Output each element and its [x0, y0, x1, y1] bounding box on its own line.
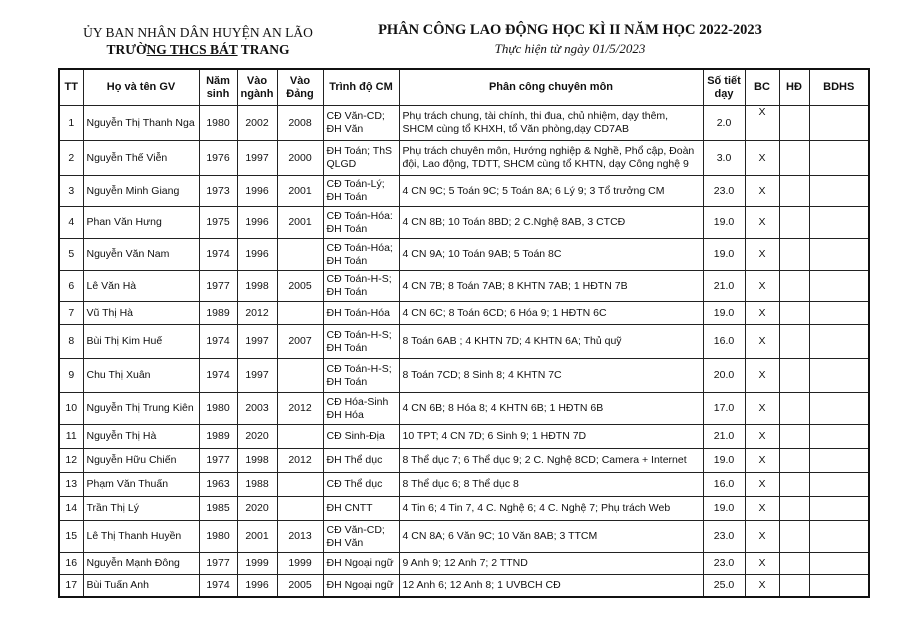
cell-assignment: 10 TPT; 4 CN 7D; 6 Sinh 9; 1 HĐTN 7D — [399, 425, 703, 449]
cell-teacher-name: Nguyễn Thị Hà — [83, 425, 199, 449]
cell-periods: 16.0 — [703, 325, 745, 359]
cell-bdhs — [809, 359, 869, 393]
cell-teacher-name: Phan Văn Hưng — [83, 207, 199, 239]
cell-teacher-name: Nguyễn Hữu Chiến — [83, 449, 199, 473]
cell-hd — [779, 207, 809, 239]
column-header-start-year: Vào ngành — [237, 69, 277, 106]
cell-bc: X — [745, 393, 779, 425]
cell-start-year: 1999 — [237, 553, 277, 575]
table-header-row — [59, 69, 869, 106]
cell-periods: 23.0 — [703, 553, 745, 575]
cell-bdhs — [809, 575, 869, 597]
cell-bc: X — [745, 239, 779, 271]
cell-party-year: 2007 — [277, 325, 323, 359]
cell-start-year: 1997 — [237, 141, 277, 176]
cell-teacher-name: Lê Văn Hà — [83, 271, 199, 302]
cell-teacher-name: Phạm Văn Thuấn — [83, 473, 199, 497]
cell-birth-year: 1989 — [199, 302, 237, 325]
table-row — [59, 553, 869, 575]
cell-qualification: ĐH Toán-Hóa — [323, 302, 399, 325]
table-row — [59, 302, 869, 325]
cell-bdhs — [809, 473, 869, 497]
cell-assignment: 8 Thể dục 6; 8 Thể dục 8 — [399, 473, 703, 497]
school-name-part: TRANG — [237, 42, 290, 57]
cell-assignment: 12 Anh 6; 12 Anh 8; 1 UVBCH CĐ — [399, 575, 703, 597]
column-header-bc: BC — [745, 69, 779, 106]
table-row — [59, 106, 869, 141]
cell-qualification: CĐ Thể dục — [323, 473, 399, 497]
cell-party-year: 2008 — [277, 106, 323, 141]
table-row — [59, 207, 869, 239]
cell-tt: 12 — [59, 449, 83, 473]
cell-hd — [779, 497, 809, 521]
cell-assignment: Phụ trách chung, tài chính, thi đua, chủ nhiệm, dạy thêm, SHCM cùng tổ KHXH, tổ Văn phòng,dạy CD7AB — [399, 106, 703, 141]
cell-tt: 6 — [59, 271, 83, 302]
cell-bc: X — [745, 497, 779, 521]
cell-periods: 2.0 — [703, 106, 745, 141]
column-header-periods: Số tiết dạy — [703, 69, 745, 106]
cell-start-year: 2020 — [237, 497, 277, 521]
cell-party-year: 2000 — [277, 141, 323, 176]
cell-assignment: 4 Tin 6; 4 Tin 7, 4 C. Nghệ 6; 4 C. Nghệ 7; Phụ trách Web — [399, 497, 703, 521]
cell-bdhs — [809, 141, 869, 176]
table-row — [59, 393, 869, 425]
cell-teacher-name: Trần Thị Lý — [83, 497, 199, 521]
authority-name: ỦY BAN NHÂN DÂN HUYỆN AN LÃO — [83, 25, 313, 40]
cell-bdhs — [809, 176, 869, 207]
cell-birth-year: 1974 — [199, 239, 237, 271]
cell-bc: X — [745, 359, 779, 393]
cell-periods: 21.0 — [703, 425, 745, 449]
cell-party-year: 2013 — [277, 521, 323, 553]
table-row — [59, 239, 869, 271]
cell-bdhs — [809, 553, 869, 575]
cell-bc: X — [745, 176, 779, 207]
cell-party-year — [277, 425, 323, 449]
cell-hd — [779, 575, 809, 597]
cell-tt: 11 — [59, 425, 83, 449]
cell-bc: X — [745, 207, 779, 239]
cell-qualification: ĐH Toán; ThS QLGD — [323, 141, 399, 176]
cell-tt: 5 — [59, 239, 83, 271]
cell-bc: X — [745, 271, 779, 302]
cell-start-year: 1996 — [237, 239, 277, 271]
cell-assignment: Phụ trách chuyên môn, Hướng nghiệp & Nghề, Phổ cập, Đoàn đội, Lao động, TDTT, SHCM cùng tổ KHTN, dạy Công nghệ 9 — [399, 141, 703, 176]
cell-party-year: 2005 — [277, 271, 323, 302]
cell-bdhs — [809, 302, 869, 325]
cell-teacher-name: Bùi Tuấn Anh — [83, 575, 199, 597]
cell-start-year: 2020 — [237, 425, 277, 449]
cell-start-year: 1988 — [237, 473, 277, 497]
cell-periods: 25.0 — [703, 575, 745, 597]
cell-teacher-name: Nguyễn Minh Giang — [83, 176, 199, 207]
column-header-tt: TT — [59, 69, 83, 106]
cell-tt: 2 — [59, 141, 83, 176]
cell-start-year: 2003 — [237, 393, 277, 425]
table-row — [59, 359, 869, 393]
cell-birth-year: 1974 — [199, 359, 237, 393]
table-row — [59, 521, 869, 553]
cell-qualification: CĐ Văn-CD; ĐH Văn — [323, 521, 399, 553]
cell-periods: 16.0 — [703, 473, 745, 497]
table-body — [59, 106, 869, 597]
cell-birth-year: 1974 — [199, 325, 237, 359]
table-row — [59, 425, 869, 449]
cell-bdhs — [809, 325, 869, 359]
cell-periods: 23.0 — [703, 521, 745, 553]
cell-start-year: 1997 — [237, 359, 277, 393]
cell-bc: X — [745, 449, 779, 473]
cell-periods: 19.0 — [703, 449, 745, 473]
table-row — [59, 176, 869, 207]
cell-tt: 4 — [59, 207, 83, 239]
cell-hd — [779, 425, 809, 449]
cell-start-year: 1996 — [237, 575, 277, 597]
cell-party-year: 2001 — [277, 207, 323, 239]
cell-bc: X — [745, 325, 779, 359]
column-header-qualification: Trình độ CM — [323, 69, 399, 106]
cell-qualification: ĐH Ngoại ngữ — [323, 575, 399, 597]
table-row — [59, 271, 869, 302]
cell-hd — [779, 302, 809, 325]
cell-assignment: 8 Thể dục 7; 6 Thể dục 9; 2 C. Nghệ 8CD; Camera + Internet — [399, 449, 703, 473]
table-row — [59, 449, 869, 473]
cell-party-year: 2012 — [277, 393, 323, 425]
cell-assignment: 8 Toán 7CD; 8 Sinh 8; 4 KHTN 7C — [399, 359, 703, 393]
cell-periods: 21.0 — [703, 271, 745, 302]
cell-birth-year: 1973 — [199, 176, 237, 207]
cell-assignment: 4 CN 6B; 8 Hóa 8; 4 KHTN 6B; 1 HĐTN 6B — [399, 393, 703, 425]
document-subtitle: Thực hiện từ ngày 01/5/2023 — [494, 41, 646, 56]
cell-bdhs — [809, 271, 869, 302]
column-header-teacher-name: Họ và tên GV — [83, 69, 199, 106]
table-row — [59, 325, 869, 359]
cell-bdhs — [809, 425, 869, 449]
cell-birth-year: 1977 — [199, 271, 237, 302]
cell-tt: 3 — [59, 176, 83, 207]
cell-hd — [779, 521, 809, 553]
cell-teacher-name: Bùi Thị Kim Huế — [83, 325, 199, 359]
cell-bc: X — [745, 425, 779, 449]
school-name-part: TRƯỜ — [106, 42, 147, 57]
school-name — [62, 41, 334, 58]
cell-start-year: 1996 — [237, 207, 277, 239]
cell-hd — [779, 176, 809, 207]
cell-party-year — [277, 359, 323, 393]
cell-start-year: 2001 — [237, 521, 277, 553]
cell-birth-year: 1985 — [199, 497, 237, 521]
cell-qualification: ĐH CNTT — [323, 497, 399, 521]
assignment-table — [58, 68, 870, 598]
cell-birth-year: 1980 — [199, 393, 237, 425]
cell-teacher-name: Nguyễn Thị Thanh Nga — [83, 106, 199, 141]
cell-tt: 16 — [59, 553, 83, 575]
cell-start-year: 1998 — [237, 449, 277, 473]
cell-teacher-name: Vũ Thị Hà — [83, 302, 199, 325]
cell-party-year: 1999 — [277, 553, 323, 575]
cell-periods: 19.0 — [703, 302, 745, 325]
cell-periods: 3.0 — [703, 141, 745, 176]
cell-qualification: CĐ Toán-H-S; ĐH Toán — [323, 359, 399, 393]
cell-birth-year: 1975 — [199, 207, 237, 239]
cell-assignment: 4 CN 8B; 10 Toán 8BD; 2 C.Nghệ 8AB, 3 CTCĐ — [399, 207, 703, 239]
cell-party-year — [277, 239, 323, 271]
cell-bdhs — [809, 497, 869, 521]
cell-teacher-name: Nguyễn Thị Trung Kiên — [83, 393, 199, 425]
cell-periods: 20.0 — [703, 359, 745, 393]
cell-start-year: 2002 — [237, 106, 277, 141]
cell-qualification: CĐ Toán-Lý; ĐH Toán — [323, 176, 399, 207]
cell-birth-year: 1989 — [199, 425, 237, 449]
school-name-underlined: NG THCS BÁT — [146, 42, 238, 57]
cell-tt: 1 — [59, 106, 83, 141]
cell-qualification: CĐ Toán-H-S; ĐH Toán — [323, 271, 399, 302]
column-header-hd: HĐ — [779, 69, 809, 106]
cell-tt: 14 — [59, 497, 83, 521]
cell-qualification: CĐ Toán-H-S; ĐH Toán — [323, 325, 399, 359]
cell-tt: 13 — [59, 473, 83, 497]
cell-hd — [779, 325, 809, 359]
cell-party-year — [277, 302, 323, 325]
cell-bc: X — [745, 473, 779, 497]
document-header — [330, 20, 810, 58]
cell-teacher-name: Nguyễn Văn Nam — [83, 239, 199, 271]
cell-bdhs — [809, 521, 869, 553]
column-header-party-year: Vào Đảng — [277, 69, 323, 106]
cell-qualification: CĐ Toán-Hóa: ĐH Toán — [323, 207, 399, 239]
cell-party-year — [277, 473, 323, 497]
cell-tt: 9 — [59, 359, 83, 393]
table-row — [59, 473, 869, 497]
cell-bc: X — [745, 141, 779, 176]
cell-hd — [779, 106, 809, 141]
cell-teacher-name: Nguyễn Mạnh Đông — [83, 553, 199, 575]
cell-teacher-name: Lê Thị Thanh Huyền — [83, 521, 199, 553]
table-row — [59, 497, 869, 521]
cell-bdhs — [809, 393, 869, 425]
cell-qualification: ĐH Ngoại ngữ — [323, 553, 399, 575]
cell-bc: X — [745, 521, 779, 553]
cell-birth-year: 1980 — [199, 106, 237, 141]
cell-start-year: 1996 — [237, 176, 277, 207]
cell-qualification: CĐ Hóa-Sinh ĐH Hóa — [323, 393, 399, 425]
cell-party-year: 2001 — [277, 176, 323, 207]
cell-bdhs — [809, 207, 869, 239]
cell-qualification: ĐH Thể dục — [323, 449, 399, 473]
cell-assignment: 4 CN 9C; 5 Toán 9C; 5 Toán 8A; 6 Lý 9; 3 Tổ trưởng CM — [399, 176, 703, 207]
cell-assignment: 9 Anh 9; 12 Anh 7; 2 TTND — [399, 553, 703, 575]
cell-periods: 23.0 — [703, 176, 745, 207]
cell-periods: 19.0 — [703, 497, 745, 521]
cell-tt: 15 — [59, 521, 83, 553]
cell-assignment: 4 CN 9A; 10 Toán 9AB; 5 Toán 8C — [399, 239, 703, 271]
cell-hd — [779, 359, 809, 393]
document-title: PHÂN CÔNG LAO ĐỘNG HỌC KÌ II NĂM HỌC 2022-2023 — [378, 22, 762, 38]
cell-assignment: 4 CN 6C; 8 Toán 6CD; 6 Hóa 9; 1 HĐTN 6C — [399, 302, 703, 325]
cell-assignment: 4 CN 8A; 6 Văn 9C; 10 Văn 8AB; 3 TTCM — [399, 521, 703, 553]
cell-qualification: CĐ Văn-CD; ĐH Văn — [323, 106, 399, 141]
cell-periods: 19.0 — [703, 207, 745, 239]
cell-bdhs — [809, 106, 869, 141]
column-header-birth-year: Năm sinh — [199, 69, 237, 106]
table-row — [59, 141, 869, 176]
cell-party-year: 2005 — [277, 575, 323, 597]
cell-party-year — [277, 497, 323, 521]
cell-bc: X — [745, 575, 779, 597]
cell-tt: 17 — [59, 575, 83, 597]
cell-assignment: 8 Toán 6AB ; 4 KHTN 7D; 4 KHTN 6A; Thủ quỹ — [399, 325, 703, 359]
cell-birth-year: 1963 — [199, 473, 237, 497]
cell-birth-year: 1980 — [199, 521, 237, 553]
cell-tt: 8 — [59, 325, 83, 359]
cell-start-year: 2012 — [237, 302, 277, 325]
table-row — [59, 575, 869, 597]
cell-tt: 7 — [59, 302, 83, 325]
cell-start-year: 1998 — [237, 271, 277, 302]
cell-bc: X — [745, 553, 779, 575]
cell-periods: 19.0 — [703, 239, 745, 271]
cell-hd — [779, 239, 809, 271]
cell-bdhs — [809, 239, 869, 271]
cell-teacher-name: Chu Thị Xuân — [83, 359, 199, 393]
cell-hd — [779, 449, 809, 473]
cell-hd — [779, 473, 809, 497]
cell-assignment: 4 CN 7B; 8 Toán 7AB; 8 KHTN 7AB; 1 HĐTN 7B — [399, 271, 703, 302]
school-header — [62, 24, 334, 58]
cell-tt: 10 — [59, 393, 83, 425]
cell-bdhs — [809, 449, 869, 473]
cell-qualification: CĐ Toán-Hóa; ĐH Toán — [323, 239, 399, 271]
cell-bc: X — [745, 302, 779, 325]
cell-hd — [779, 553, 809, 575]
cell-hd — [779, 141, 809, 176]
cell-birth-year: 1977 — [199, 553, 237, 575]
cell-bc: X — [745, 106, 779, 141]
cell-teacher-name: Nguyễn Thế Viễn — [83, 141, 199, 176]
cell-hd — [779, 271, 809, 302]
cell-periods: 17.0 — [703, 393, 745, 425]
column-header-bdhs: BDHS — [809, 69, 869, 106]
cell-birth-year: 1974 — [199, 575, 237, 597]
cell-qualification: CĐ Sinh-Địa — [323, 425, 399, 449]
cell-party-year: 2012 — [277, 449, 323, 473]
cell-birth-year: 1976 — [199, 141, 237, 176]
cell-birth-year: 1977 — [199, 449, 237, 473]
cell-hd — [779, 393, 809, 425]
cell-start-year: 1997 — [237, 325, 277, 359]
column-header-assignment: Phân công chuyên môn — [399, 69, 703, 106]
